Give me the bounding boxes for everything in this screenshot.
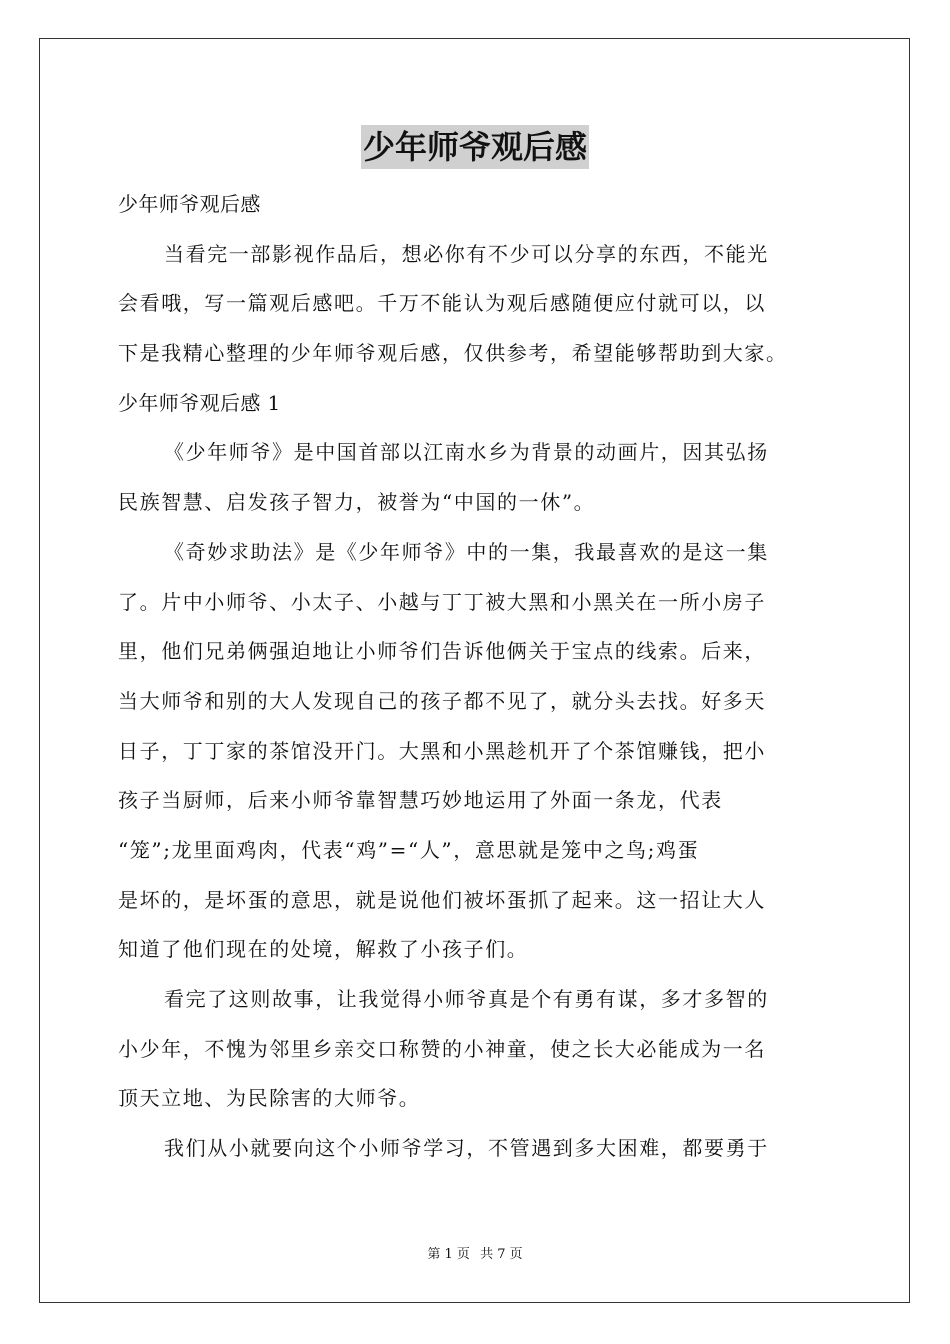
body-line: 看完了这则故事，让我觉得小师爷真是个有勇有谋，多才多智的 bbox=[164, 987, 769, 1011]
page-number: 第 1 页 bbox=[427, 1247, 470, 1262]
body-line: 知道了他们现在的处境，解救了小孩子们。 bbox=[118, 937, 529, 962]
body-line: 《奇妙求助法》是《少年师爷》中的一集，我最喜欢的是这一集 bbox=[164, 539, 769, 564]
page-total: 共 7 页 bbox=[480, 1247, 523, 1262]
body-line: 当看完一部影视作品后，想必你有不少可以分享的东西，不能光 bbox=[164, 241, 769, 266]
body-line: 小少年，不愧为邻里乡亲交口称赞的小神童，使之长大必能成为一名 bbox=[118, 1036, 766, 1061]
body-line: 会看哦，写一篇观后感吧。千万不能认为观后感随便应付就可以，以 bbox=[118, 291, 766, 316]
body-line: 少年师爷观后感 1 bbox=[118, 390, 281, 415]
body-line: 当大师爷和别的大人发现自己的孩子都不见了，就分头去找。好多天 bbox=[118, 688, 766, 713]
body-line: 我们从小就要向这个小师爷学习，不管遇到多大困难，都要勇于 bbox=[164, 1136, 769, 1161]
body-line: 了。片中小师爷、小太子、小越与丁丁被大黑和小黑关在一所小房子 bbox=[118, 589, 766, 614]
body-line: 孩子当厨师，后来小师爷靠智慧巧妙地运用了外面一条龙，代表 bbox=[118, 788, 723, 813]
body-line: 《少年师爷》是中国首部以江南水乡为背景的动画片，因其弘扬 bbox=[164, 440, 769, 465]
body-line: 顶天立地、为民除害的大师爷。 bbox=[118, 1086, 421, 1111]
body-line: “笼”;龙里面鸡肉，代表“鸡”=“人”，意思就是笼中之鸟;鸡蛋 bbox=[118, 837, 700, 862]
body-line: 是坏的，是坏蛋的意思，就是说他们被坏蛋抓了起来。这一招让大人 bbox=[118, 887, 766, 912]
document-title: 少年师爷观后感 bbox=[361, 125, 589, 169]
document-body bbox=[118, 180, 838, 1174]
body-line: 民族智慧、启发孩子智力，被誉为“中国的一休”。 bbox=[118, 490, 596, 515]
page-footer bbox=[0, 1246, 950, 1264]
title-container bbox=[0, 125, 950, 169]
body-line: 下是我精心整理的少年师爷观后感，仅供参考，希望能够帮助到大家。 bbox=[118, 341, 788, 366]
body-line: 日子，丁丁家的茶馆没开门。大黑和小黑趁机开了个茶馆赚钱，把小 bbox=[118, 738, 766, 763]
body-line: 少年师爷观后感 bbox=[118, 192, 261, 216]
body-line: 里，他们兄弟俩强迫地让小师爷们告诉他俩关于宝点的线索。后来， bbox=[118, 639, 766, 664]
